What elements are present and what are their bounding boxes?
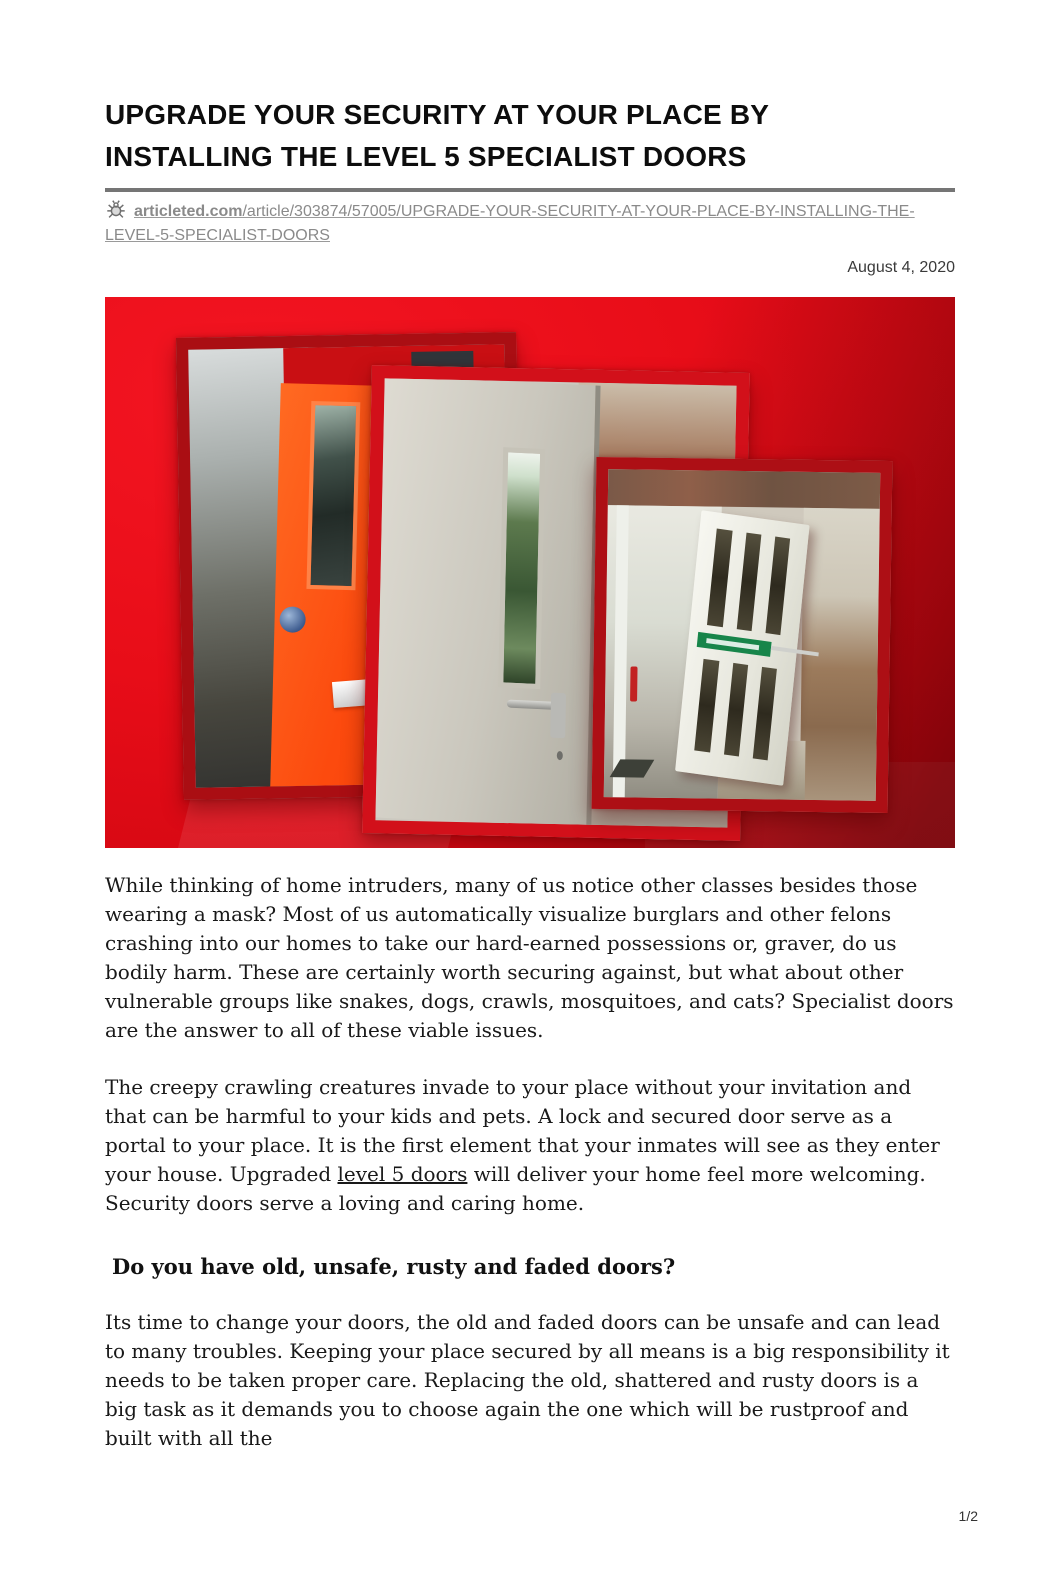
article-body xyxy=(105,871,955,1453)
door-slat-graphic xyxy=(753,667,777,760)
push-bar-sign-graphic xyxy=(696,631,771,657)
article-title xyxy=(105,94,955,178)
door-slat-graphic xyxy=(736,532,761,631)
hero-image xyxy=(105,297,955,848)
source-url-line1 xyxy=(105,199,955,224)
source-link[interactable] xyxy=(105,199,955,248)
article-date: August 4, 2020 xyxy=(847,259,955,276)
door-jamb-graphic xyxy=(613,505,628,797)
paragraph-3: Its time to change your doors, the old and faded doors can be unsafe and can lead to many troubles. Keeping your place secured by all means is a big responsibility it needs to be taken proper care. Replacing the old, shattered and rusty doors is a big task as it demands you to choose again the one which will be rustproof and built with all the xyxy=(105,1310,950,1450)
keyhole-graphic xyxy=(556,751,562,760)
door-vision-panel-graphic xyxy=(499,447,546,689)
paragraph-2 xyxy=(105,1073,955,1218)
grey-door-graphic xyxy=(375,378,600,827)
door-window-graphic xyxy=(306,401,360,590)
page-number: 1/2 xyxy=(958,1508,978,1524)
article-title-line1: UPGRADE YOUR SECURITY AT YOUR PLACE BY xyxy=(105,99,770,130)
door-slat-graphic xyxy=(723,663,747,756)
brick-lintel-graphic xyxy=(608,469,880,509)
source-site: articleted.com xyxy=(134,203,243,220)
fire-extinguisher-graphic xyxy=(630,666,637,701)
hero-photo-white-security-door xyxy=(592,457,893,813)
level-5-doors-link[interactable]: level 5 doors xyxy=(337,1162,468,1186)
paragraph-2-text-after: will deliver your home feel more welcoming. Security doors serve a loving and caring home. xyxy=(105,1162,926,1215)
hero-photo-white-security-door-scene xyxy=(604,469,881,801)
document-page xyxy=(105,94,955,1453)
handle-plate-graphic xyxy=(550,693,566,738)
source-url-block xyxy=(105,199,955,248)
door-slat-graphic xyxy=(694,659,718,752)
source-path-part1: /article/303874/57005/UPGRADE-YOUR-SECURITY-AT-YOUR-PLACE-BY-INSTALLING-THE- xyxy=(242,203,915,220)
door-knob-graphic xyxy=(279,606,306,633)
paragraph-2-text: The creepy crawling creatures invade to your place without your invitation and that can be harmful to your kids and pets. A lock and secured door serve as a portal to your place. It is the first element that your inmates will see as they enter your house. Upgraded xyxy=(105,1075,940,1186)
section-heading: Do you have old, unsafe, rusty and faded doors? xyxy=(112,1254,676,1279)
source-path-part2: LEVEL-5-SPECIALIST-DOORS xyxy=(105,227,330,244)
door-slat-graphic xyxy=(707,528,732,627)
site-favicon-icon xyxy=(105,199,127,221)
paragraph-1: While thinking of home intruders, many of us notice other classes besides those wearing a mask? Most of us automatically visualize burglars and other felons crashing into our homes to take our hard-earned possessions or, graver, do us bodily harm. These are certainly worth securing against, but what about other vulnerable groups like snakes, dogs, crawls, mosquitoes, and cats? Specialist doors are the answer to all of these viable issues. xyxy=(105,873,954,1042)
title-divider xyxy=(105,188,955,192)
door-slat-graphic xyxy=(765,536,790,635)
article-title-line2: INSTALLING THE LEVEL 5 SPECIALIST DOORS xyxy=(105,141,747,172)
